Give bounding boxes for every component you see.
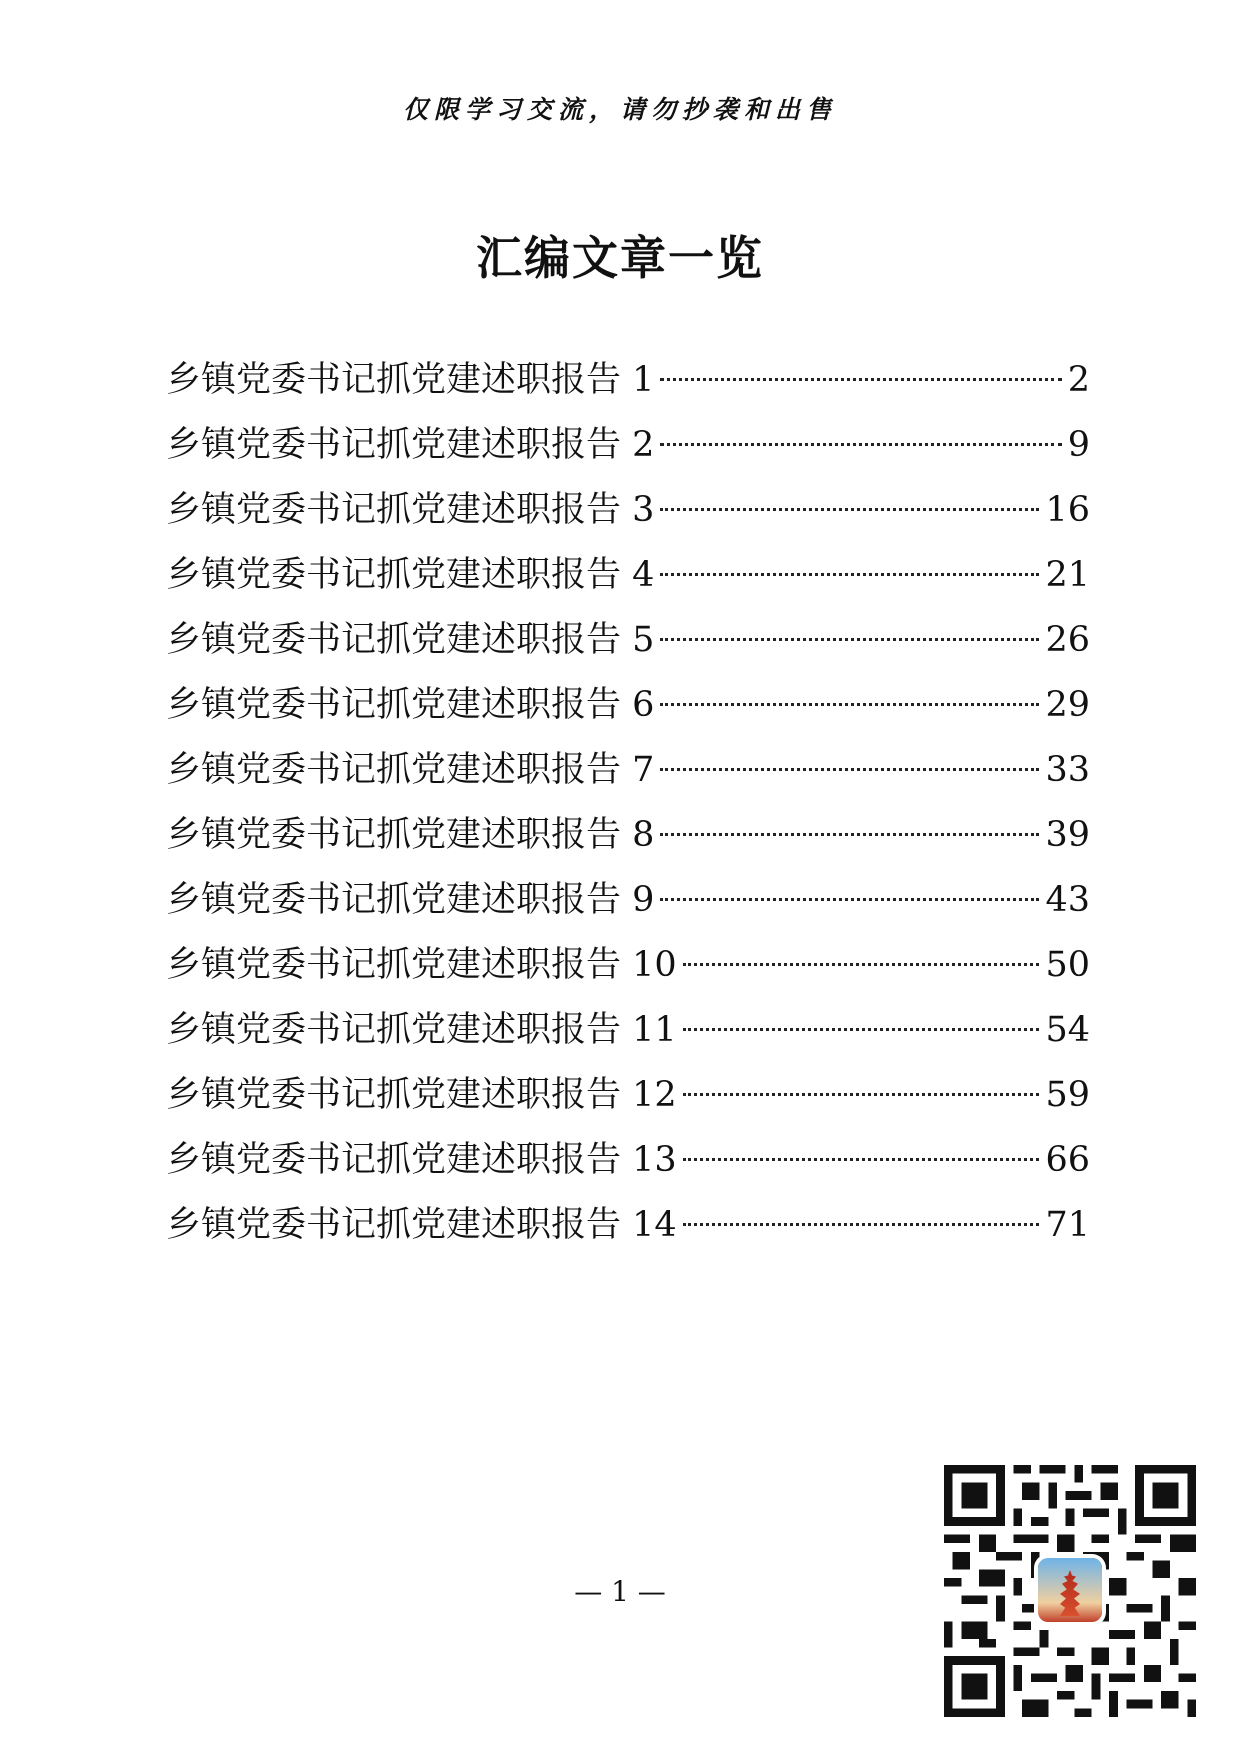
toc-entry-page: 43 bbox=[1045, 880, 1090, 920]
toc-entry-page: 29 bbox=[1045, 685, 1090, 725]
pagoda-shape bbox=[1060, 1570, 1080, 1616]
toc-entry[interactable] bbox=[166, 998, 1090, 1063]
toc-entry-label: 乡镇党委书记抓党建述职报告 2 bbox=[166, 425, 655, 465]
toc-entry-label: 乡镇党委书记抓党建述职报告 9 bbox=[166, 880, 655, 920]
toc-entry-page: 71 bbox=[1045, 1205, 1090, 1245]
toc-entry-label: 乡镇党委书记抓党建述职报告 8 bbox=[166, 815, 655, 855]
toc-entry[interactable] bbox=[166, 738, 1090, 803]
toc-entry[interactable] bbox=[166, 868, 1090, 933]
toc-leader-dots bbox=[660, 833, 1039, 836]
toc-leader-dots bbox=[660, 508, 1039, 511]
toc-entry[interactable] bbox=[166, 1128, 1090, 1193]
table-of-contents bbox=[166, 348, 1090, 1258]
toc-entry[interactable] bbox=[166, 543, 1090, 608]
toc-leader-dots bbox=[683, 1223, 1040, 1226]
toc-leader-dots bbox=[660, 378, 1061, 381]
toc-entry[interactable] bbox=[166, 803, 1090, 868]
toc-entry-label: 乡镇党委书记抓党建述职报告 12 bbox=[166, 1075, 677, 1115]
toc-entry-page: 26 bbox=[1045, 620, 1090, 660]
toc-leader-dots bbox=[660, 703, 1039, 706]
toc-entry-page: 33 bbox=[1045, 750, 1090, 790]
toc-entry[interactable] bbox=[166, 478, 1090, 543]
toc-leader-dots bbox=[683, 1028, 1040, 1031]
toc-entry[interactable] bbox=[166, 413, 1090, 478]
toc-entry-page: 66 bbox=[1045, 1140, 1090, 1180]
toc-entry-label: 乡镇党委书记抓党建述职报告 14 bbox=[166, 1205, 677, 1245]
toc-entry-page: 39 bbox=[1045, 815, 1090, 855]
toc-entry-page: 21 bbox=[1045, 555, 1090, 595]
toc-leader-dots bbox=[660, 443, 1061, 446]
toc-entry-page: 59 bbox=[1045, 1075, 1090, 1115]
toc-leader-dots bbox=[660, 638, 1039, 641]
toc-entry-label: 乡镇党委书记抓党建述职报告 11 bbox=[166, 1010, 677, 1050]
toc-entry[interactable] bbox=[166, 673, 1090, 738]
pagoda-logo-icon bbox=[1038, 1558, 1102, 1622]
toc-entry-label: 乡镇党委书记抓党建述职报告 4 bbox=[166, 555, 655, 595]
toc-entry-page: 9 bbox=[1067, 425, 1090, 465]
toc-entry-label: 乡镇党委书记抓党建述职报告 10 bbox=[166, 945, 677, 985]
toc-entry-label: 乡镇党委书记抓党建述职报告 3 bbox=[166, 490, 655, 530]
toc-entry-label: 乡镇党委书记抓党建述职报告 1 bbox=[166, 360, 655, 400]
toc-entry[interactable] bbox=[166, 608, 1090, 673]
toc-entry[interactable] bbox=[166, 348, 1090, 413]
toc-entry-page: 16 bbox=[1045, 490, 1090, 530]
toc-entry-label: 乡镇党委书记抓党建述职报告 7 bbox=[166, 750, 655, 790]
toc-entry-page: 54 bbox=[1045, 1010, 1090, 1050]
toc-entry-page: 50 bbox=[1045, 945, 1090, 985]
page-title: 汇编文章一览 bbox=[476, 231, 764, 285]
page-number: — 1 — bbox=[574, 1575, 666, 1608]
toc-leader-dots bbox=[683, 1158, 1040, 1161]
toc-entry-label: 乡镇党委书记抓党建述职报告 6 bbox=[166, 685, 655, 725]
toc-entry[interactable] bbox=[166, 933, 1090, 998]
toc-leader-dots bbox=[683, 1093, 1040, 1096]
toc-leader-dots bbox=[660, 768, 1039, 771]
toc-entry[interactable] bbox=[166, 1063, 1090, 1128]
toc-leader-dots bbox=[660, 573, 1039, 576]
toc-entry[interactable] bbox=[166, 1193, 1090, 1258]
toc-entry-label: 乡镇党委书记抓党建述职报告 5 bbox=[166, 620, 655, 660]
toc-entry-page: 2 bbox=[1067, 360, 1090, 400]
toc-entry-label: 乡镇党委书记抓党建述职报告 13 bbox=[166, 1140, 677, 1180]
toc-leader-dots bbox=[660, 898, 1039, 901]
toc-leader-dots bbox=[683, 963, 1040, 966]
header-note: 仅限学习交流，请勿抄袭和出售 bbox=[402, 95, 837, 124]
